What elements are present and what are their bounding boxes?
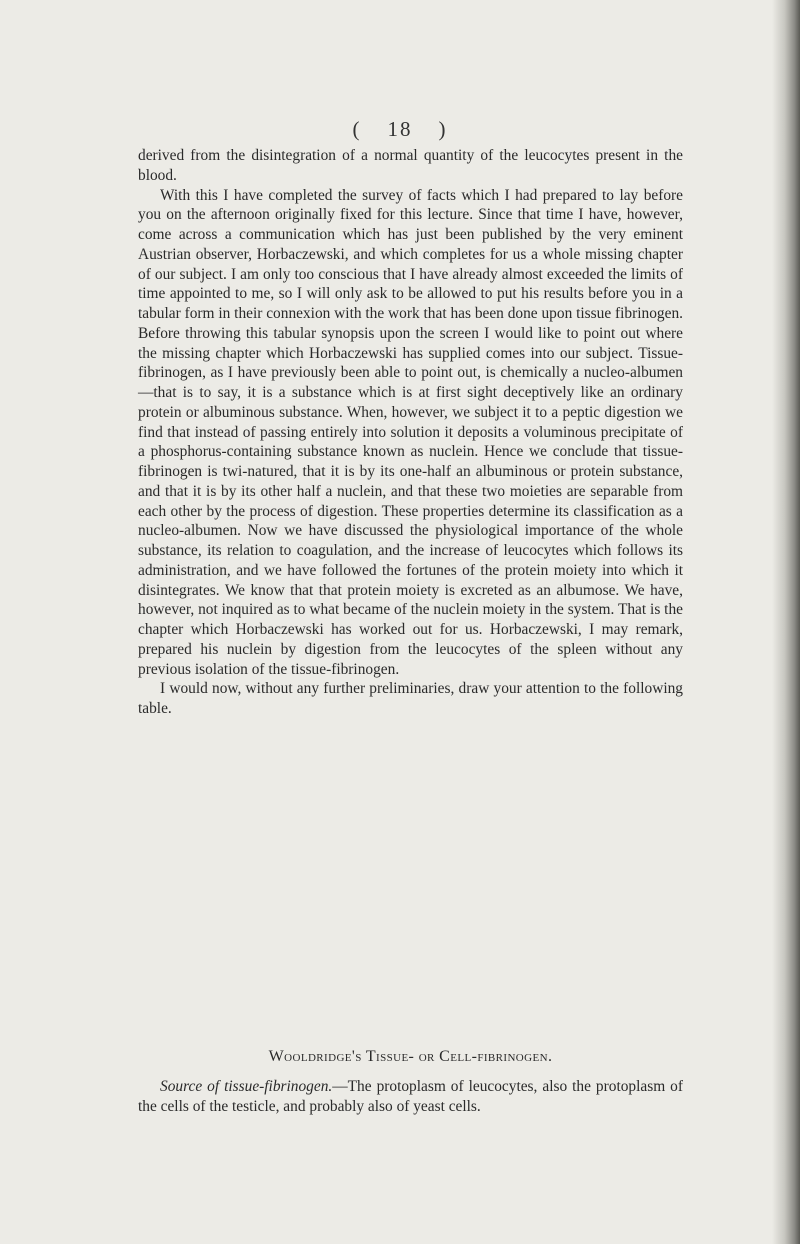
paragraph-table-intro: I would now, without any further preliminaries, draw your attention to the following table. bbox=[138, 680, 683, 717]
open-paren: ( bbox=[352, 117, 362, 141]
section-heading: Wooldridge's Tissue- or Cell-fibrinogen. bbox=[268, 1048, 553, 1065]
paragraph-continuation: derived from the disintegration of a normal quantity of the leucocytes present in the blood. bbox=[138, 147, 683, 184]
source-paragraph bbox=[138, 1077, 683, 1116]
close-paren: ) bbox=[438, 117, 448, 141]
body-text bbox=[138, 146, 683, 719]
paragraph-main: With this I have completed the survey of facts which I had prepared to lay before you on the afternoon originally fixed for this lecture. Since that time I have, however, come across a communication which has just been published by the very eminent Austrian observer, Horbaczewski, and which completes for us a whole missing chapter of our subject. I am only too conscious that I have already almost exceeded the limits of time appointed to me, so I will only ask to be allowed to put his results before you in a tabular form in their connexion with the work that has been done upon tissue fibrinogen. Before throwing this tabular synopsis upon the screen I would like to point out where the missing chapter which Horbaczewski has supplied comes into our subject. Tissue-fibrinogen, as I have previously been able to point out, is chemically a nucleo-albumen—that is to say, it is a substance which is at first sight deceptively like an ordinary protein or albuminous substance. When, however, we subject it to a peptic digestion we find that instead of passing entirely into solution it deposits a voluminous precipitate of a phosphorus-containing substance known as nuclein. Hence we conclude that tissue-fibrinogen is twi-natured, that it is by its one-half an albuminous or protein substance, and that it is by its other half a nuclein, and that these two moieties are separable from each other by the process of digestion. These properties determine its classification as a nucleo-albumen. Now we have discussed the physiological importance of the whole substance, its relation to coagulation, and the increase of leucocytes which follows its administration, and we have followed the fortunes of the protein moiety into which it disintegrates. We know that that protein moiety is excreted as an albumose. We have, however, not inquired as to what became of the nuclein moiety in the system. That is the chapter which Horbaczewski has worked out for us. Horbaczewski, I may remark, prepared his nuclein by digestion from the leucocytes of the spleen without any previous isolation of the tissue-fibrinogen. bbox=[138, 186, 683, 678]
source-label: Source of tissue-fibrinogen. bbox=[160, 1078, 333, 1095]
page-edge-shadow bbox=[772, 0, 800, 1244]
page-number: 18 bbox=[387, 117, 413, 141]
source-text: —The protoplasm of leucocytes, also the protoplasm of the cells of the testicle, and probably also of yeast cells. bbox=[138, 1078, 683, 1115]
page-number-header bbox=[0, 117, 800, 142]
